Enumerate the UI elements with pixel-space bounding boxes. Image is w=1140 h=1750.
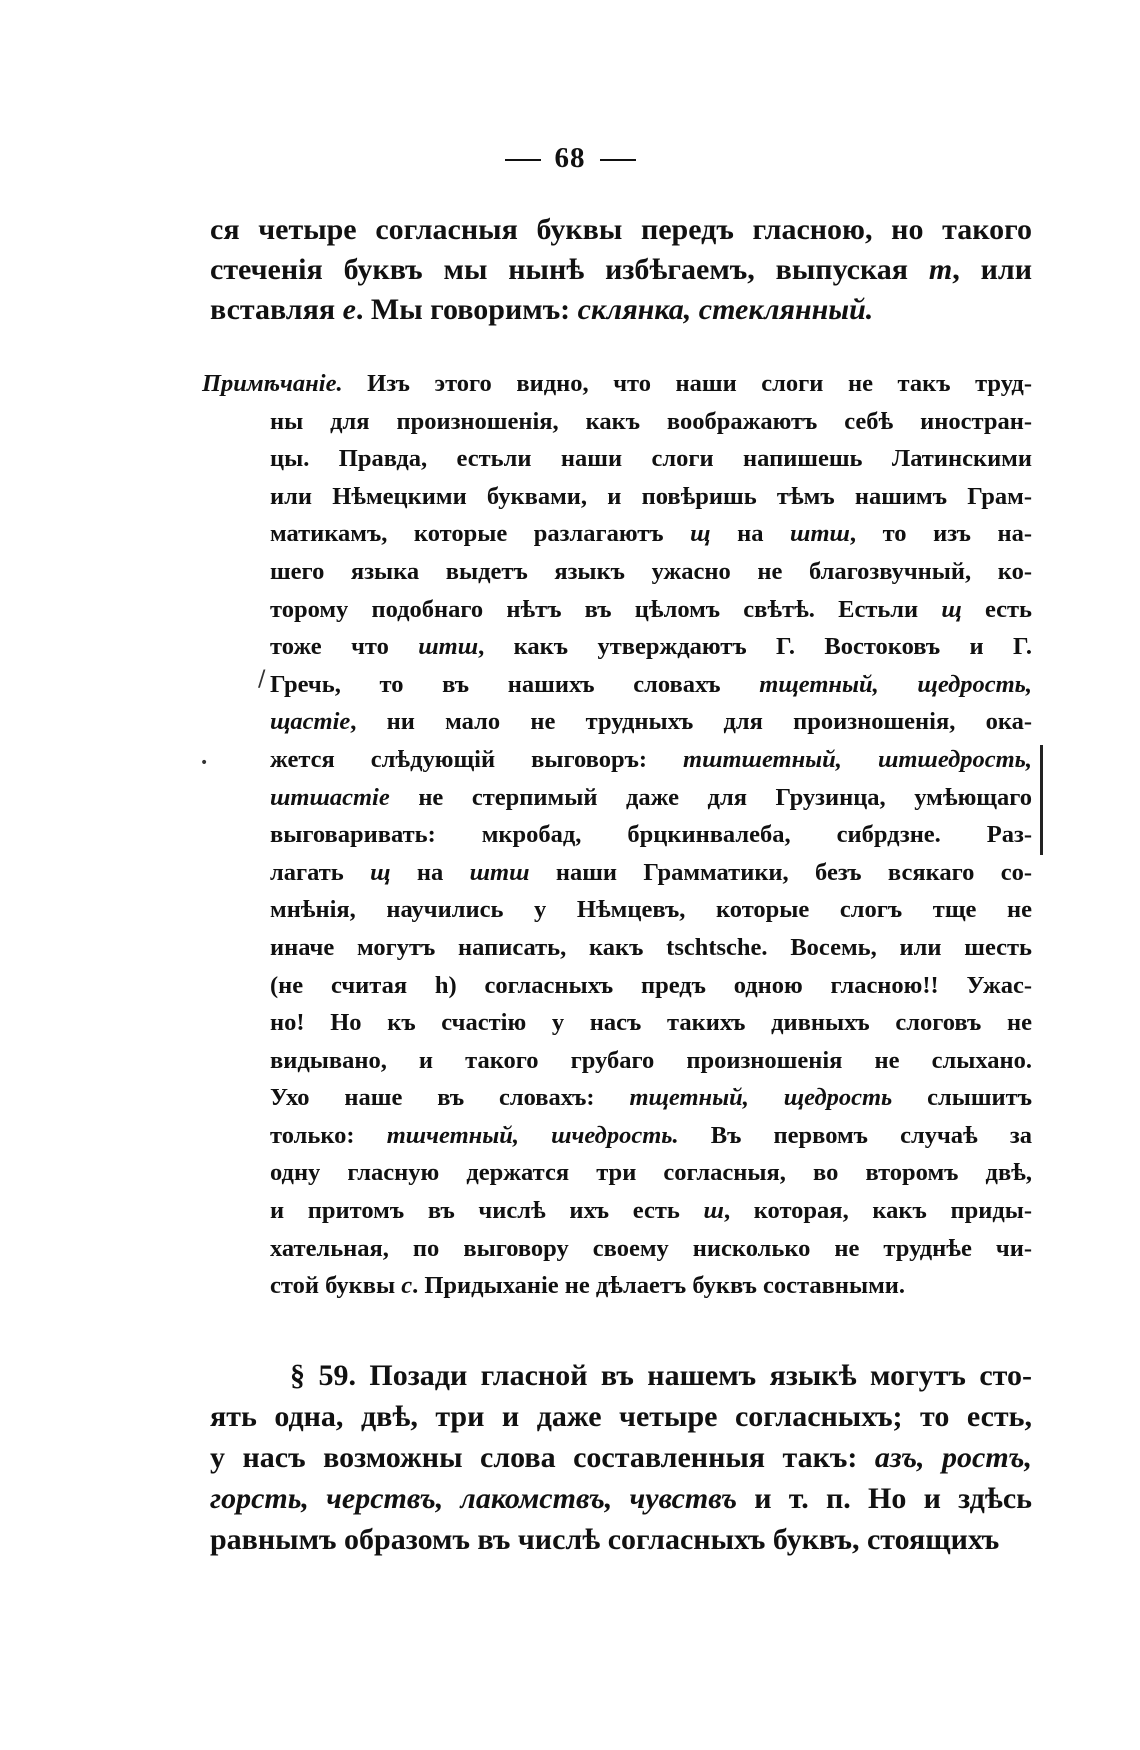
text-segment: и притомъ въ числѣ ихъ есть xyxy=(270,1197,704,1225)
text-line xyxy=(210,1437,1032,1478)
text-segment: только: xyxy=(270,1121,387,1149)
italic-text: ш xyxy=(703,1197,724,1225)
text-segment: торому подобнаго нѣтъ въ цѣломъ свѣтѣ. Естьли xyxy=(270,595,942,623)
text-line xyxy=(202,365,1032,403)
italic-text: т xyxy=(928,253,953,286)
text-segment: , которая, какъ приды- xyxy=(723,1197,1033,1225)
text-segment: выговаривать: мкробад, брцкинвалеба, сибрдзне. Раз- xyxy=(270,821,1032,849)
text-line xyxy=(270,1230,1032,1268)
text-line xyxy=(270,854,1032,892)
text-line xyxy=(210,1478,1032,1519)
italic-text: штш xyxy=(790,520,850,548)
italic-text: штш xyxy=(418,633,479,661)
page-number: 68 xyxy=(554,142,586,174)
text-line xyxy=(270,478,1032,516)
text-segment: равнымъ образомъ въ числѣ согласныхъ буквъ, стоящихъ xyxy=(210,1523,1000,1556)
text-segment: , то изъ на- xyxy=(849,520,1032,548)
text-segment: шего языка выдетъ языкъ ужасно не благозвучный, ко- xyxy=(270,557,1032,585)
text-segment: видывано, и такого грубаго произношенія не слыхано. xyxy=(270,1046,1032,1074)
text-segment: иначе могутъ написать, какъ tschtsche. Восемь, или шесть xyxy=(270,933,1032,961)
text-line xyxy=(270,1267,1032,1305)
text-segment: вставляя xyxy=(210,293,343,326)
text-line xyxy=(270,1117,1032,1155)
text-line xyxy=(270,967,1032,1005)
text-segment: лагать xyxy=(270,858,371,886)
text-line xyxy=(270,666,1032,704)
text-segment: стой буквы xyxy=(270,1272,402,1300)
text-segment: стеченія буквъ мы нынѣ избѣгаемъ, выпуская xyxy=(210,253,929,286)
text-line xyxy=(270,1042,1032,1080)
text-line xyxy=(270,1154,1032,1192)
text-line xyxy=(270,741,1032,779)
text-segment: , ни мало не трудныхъ для произношенія, ока- xyxy=(350,708,1032,736)
page-number-header xyxy=(0,142,1140,175)
italic-text: склянка, стеклянный. xyxy=(577,293,874,326)
text-segment: . Мы говоримъ: xyxy=(355,293,578,326)
margin-rule xyxy=(1040,745,1043,855)
italic-text: щастіе xyxy=(270,708,351,736)
text-line xyxy=(270,591,1032,629)
text-line xyxy=(210,1355,1032,1396)
text-line xyxy=(270,929,1032,967)
text-segment: одну гласную держатся три согласныя, во второмъ двѣ, xyxy=(270,1159,1032,1187)
text-segment: на xyxy=(710,520,791,548)
text-segment: § 59. Позади гласной въ нашемъ языкѣ могутъ сто- xyxy=(290,1359,1032,1392)
text-line xyxy=(270,553,1032,591)
italic-text: тшчетный, шчедрость. xyxy=(386,1121,679,1149)
text-segment: Въ первомъ случаѣ за xyxy=(678,1121,1033,1149)
note-paragraph xyxy=(202,365,1033,1305)
text-line xyxy=(270,1192,1032,1230)
section-59-paragraph xyxy=(210,1355,1032,1560)
italic-text: тщетный, щедрость, xyxy=(759,670,1032,698)
text-segment: (не считая h) согласныхъ предъ одною гласною!! Ужас- xyxy=(270,971,1032,999)
text-line xyxy=(270,440,1032,478)
text-line xyxy=(270,779,1032,817)
text-segment: цы. Правда, естьли наши слоги напишешь Латинскими xyxy=(270,445,1032,473)
text-line xyxy=(210,250,1032,290)
italic-text: штш xyxy=(469,858,530,886)
text-segment: или Нѣмецкими буквами, и повѣришь тѣмъ нашимъ Грам- xyxy=(270,482,1032,510)
text-line xyxy=(270,1079,1032,1117)
text-line xyxy=(270,891,1032,929)
left-dash xyxy=(505,159,541,161)
text-line xyxy=(270,515,1032,553)
italic-text: азъ, ростъ, xyxy=(874,1441,1032,1474)
text-line xyxy=(270,403,1032,441)
italic-text: тштшетный, штшедрость, xyxy=(683,745,1032,773)
margin-mark: / xyxy=(258,667,266,692)
italic-text: е xyxy=(342,293,356,326)
text-segment: наши Грамматики, безъ всякаго со- xyxy=(529,858,1032,886)
text-segment: мнѣнія, научились у Нѣмцевъ, которые слогъ тще не xyxy=(270,896,1032,924)
italic-text: штшастіе xyxy=(270,783,390,811)
italic-text: тщетный, щедрость xyxy=(629,1084,893,1112)
italic-text: с xyxy=(401,1272,413,1300)
text-segment: , или xyxy=(952,253,1032,286)
text-segment: ся четыре согласныя буквы передъ гласною, но такого xyxy=(210,213,1032,246)
text-segment: матикамъ, которые разлагаютъ xyxy=(270,520,691,548)
margin-dot: • xyxy=(200,755,209,771)
italic-text: Примѣчаніе. xyxy=(202,370,343,397)
text-line xyxy=(270,816,1032,854)
text-segment: ять одна, двѣ, три и даже четыре согласныхъ; то есть, xyxy=(210,1400,1032,1433)
text-segment: хательная, по выговору своему нисколько не труднѣе чи- xyxy=(270,1234,1032,1262)
text-segment: жется слѣдующій выговоръ: xyxy=(270,745,684,773)
text-segment: ны для произношенія, какъ воображаютъ себѣ иностран- xyxy=(270,407,1032,435)
text-segment: , какъ утверждаютъ Г. Востоковъ и Г. xyxy=(478,633,1032,661)
text-line xyxy=(210,290,1032,330)
italic-text: щ xyxy=(941,595,962,623)
text-segment: . Придыханіе не дѣлаетъ буквъ составными. xyxy=(412,1272,906,1300)
text-segment: и т. п. Но и здѣсь xyxy=(737,1482,1033,1515)
text-segment: на xyxy=(390,858,470,886)
text-segment: не стерпимый даже для Грузинца, умѣющаго xyxy=(389,783,1032,811)
text-segment: Гречь, то въ нашихъ словахъ xyxy=(270,670,760,698)
continued-paragraph xyxy=(210,210,1032,330)
italic-text: щ xyxy=(690,520,711,548)
text-segment: но! Но къ счастію у насъ такихъ дивныхъ слоговъ не xyxy=(270,1009,1032,1037)
text-line xyxy=(210,210,1032,250)
right-dash xyxy=(600,159,636,161)
text-line xyxy=(210,1396,1032,1437)
text-line xyxy=(270,703,1032,741)
text-segment: Изъ этого видно, что наши слоги не такъ труд- xyxy=(342,370,1032,397)
text-segment: есть xyxy=(961,595,1032,623)
text-segment: слышитъ xyxy=(892,1084,1032,1112)
italic-text: горсть, черствъ, лакомствъ, чувствъ xyxy=(210,1482,738,1515)
text-segment: тоже что xyxy=(270,633,419,661)
italic-text: щ xyxy=(370,858,391,886)
text-line xyxy=(270,1004,1032,1042)
text-line xyxy=(270,628,1032,666)
text-line xyxy=(210,1519,1032,1560)
text-segment: у насъ возможны слова составленныя такъ: xyxy=(210,1441,875,1474)
text-segment: Ухо наше въ словахъ: xyxy=(270,1084,630,1112)
